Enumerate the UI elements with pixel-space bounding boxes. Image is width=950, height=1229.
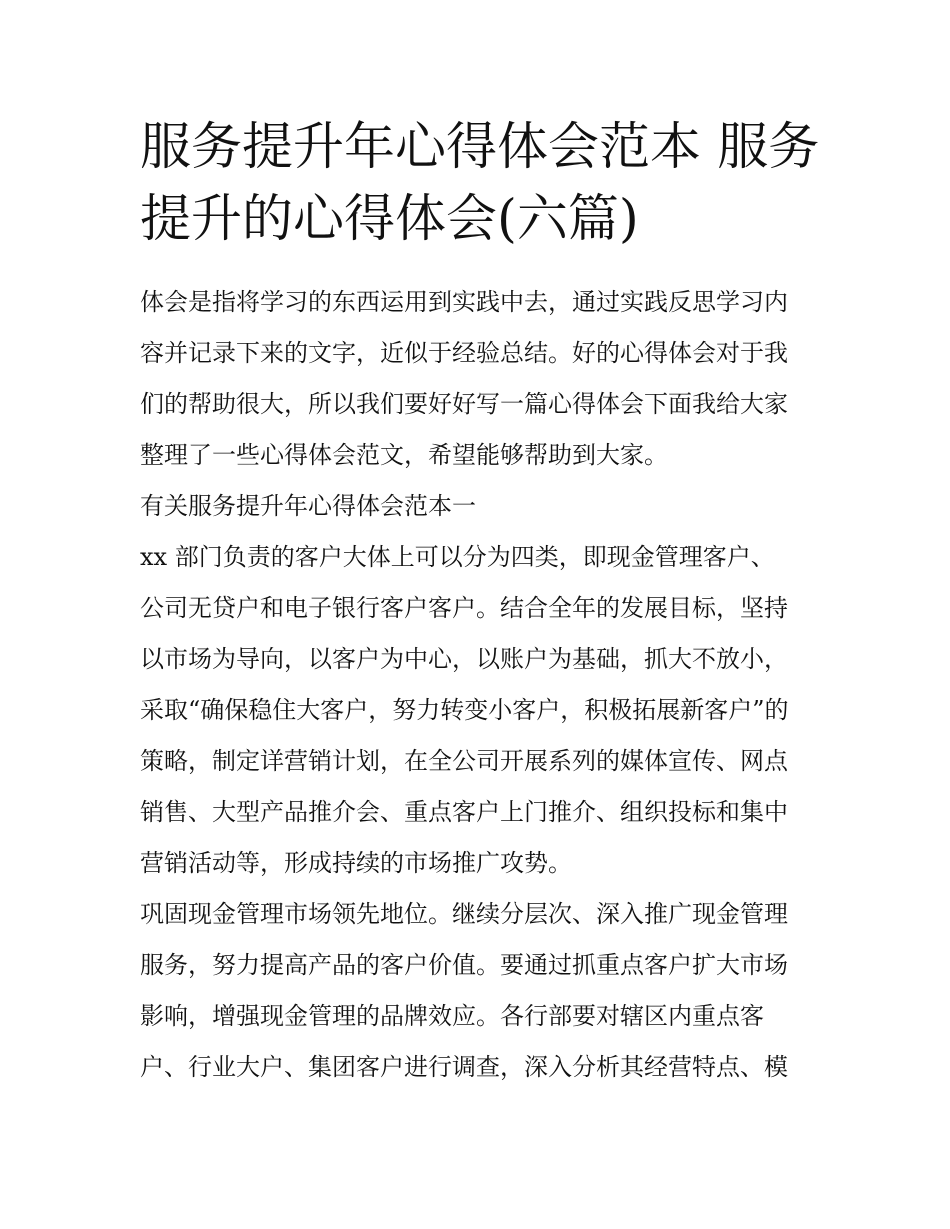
document-title [140,112,820,256]
title-line-2: 提升的心得体会(六篇) [140,190,639,249]
paragraph-line: 营销活动等，形成持续的市场推广攻势。 [140,849,572,877]
paragraph-line: 销售、大型产品推介会、重点客户上门推介、组织投标和集中 [140,798,788,826]
paragraph-line: 户、行业大户、集团客户进行调查，深入分析其经营特点、模 [140,1053,788,1081]
paragraph-line: 体会是指将学习的东西运用到实践中去，通过实践反思学习内 [140,288,788,316]
document-body [140,277,820,1093]
paragraph-line: 容并记录下来的文字，近似于经验总结。好的心得体会对于我 [140,339,788,367]
paragraph-line: 采取“确保稳住大客户，努力转变小客户，积极拓展新客户”的 [140,696,789,724]
section-heading: 有关服务提升年心得体会范本一 [140,492,476,520]
paragraph-line: 公司无贷户和电子银行客户客户。结合全年的发展目标，坚持 [140,594,788,622]
title-line-1: 服务提升年心得体会范本 服务 [140,118,820,177]
paragraph-line: xx 部门负责的客户大体上可以分为四类，即现金管理客户、 [140,543,775,571]
paragraph-line: 整理了一些心得体会范文，希望能够帮助到大家。 [140,441,668,469]
paragraph-line: 服务，努力提高产品的客户价值。要通过抓重点客户扩大市场 [140,951,788,979]
paragraph-line: 影响，增强现金管理的品牌效应。各行部要对辖区内重点客 [140,1002,764,1030]
paragraph-line: 们的帮助很大，所以我们要好好写一篇心得体会下面我给大家 [140,390,788,418]
paragraph-line: 策略，制定详营销计划，在全公司开展系列的媒体宣传、网点 [140,747,788,775]
paragraph-line: 巩固现金管理市场领先地位。继续分层次、深入推广现金管理 [140,900,788,928]
paragraph-line: 以市场为导向，以客户为中心，以账户为基础，抓大不放小， [140,645,788,673]
